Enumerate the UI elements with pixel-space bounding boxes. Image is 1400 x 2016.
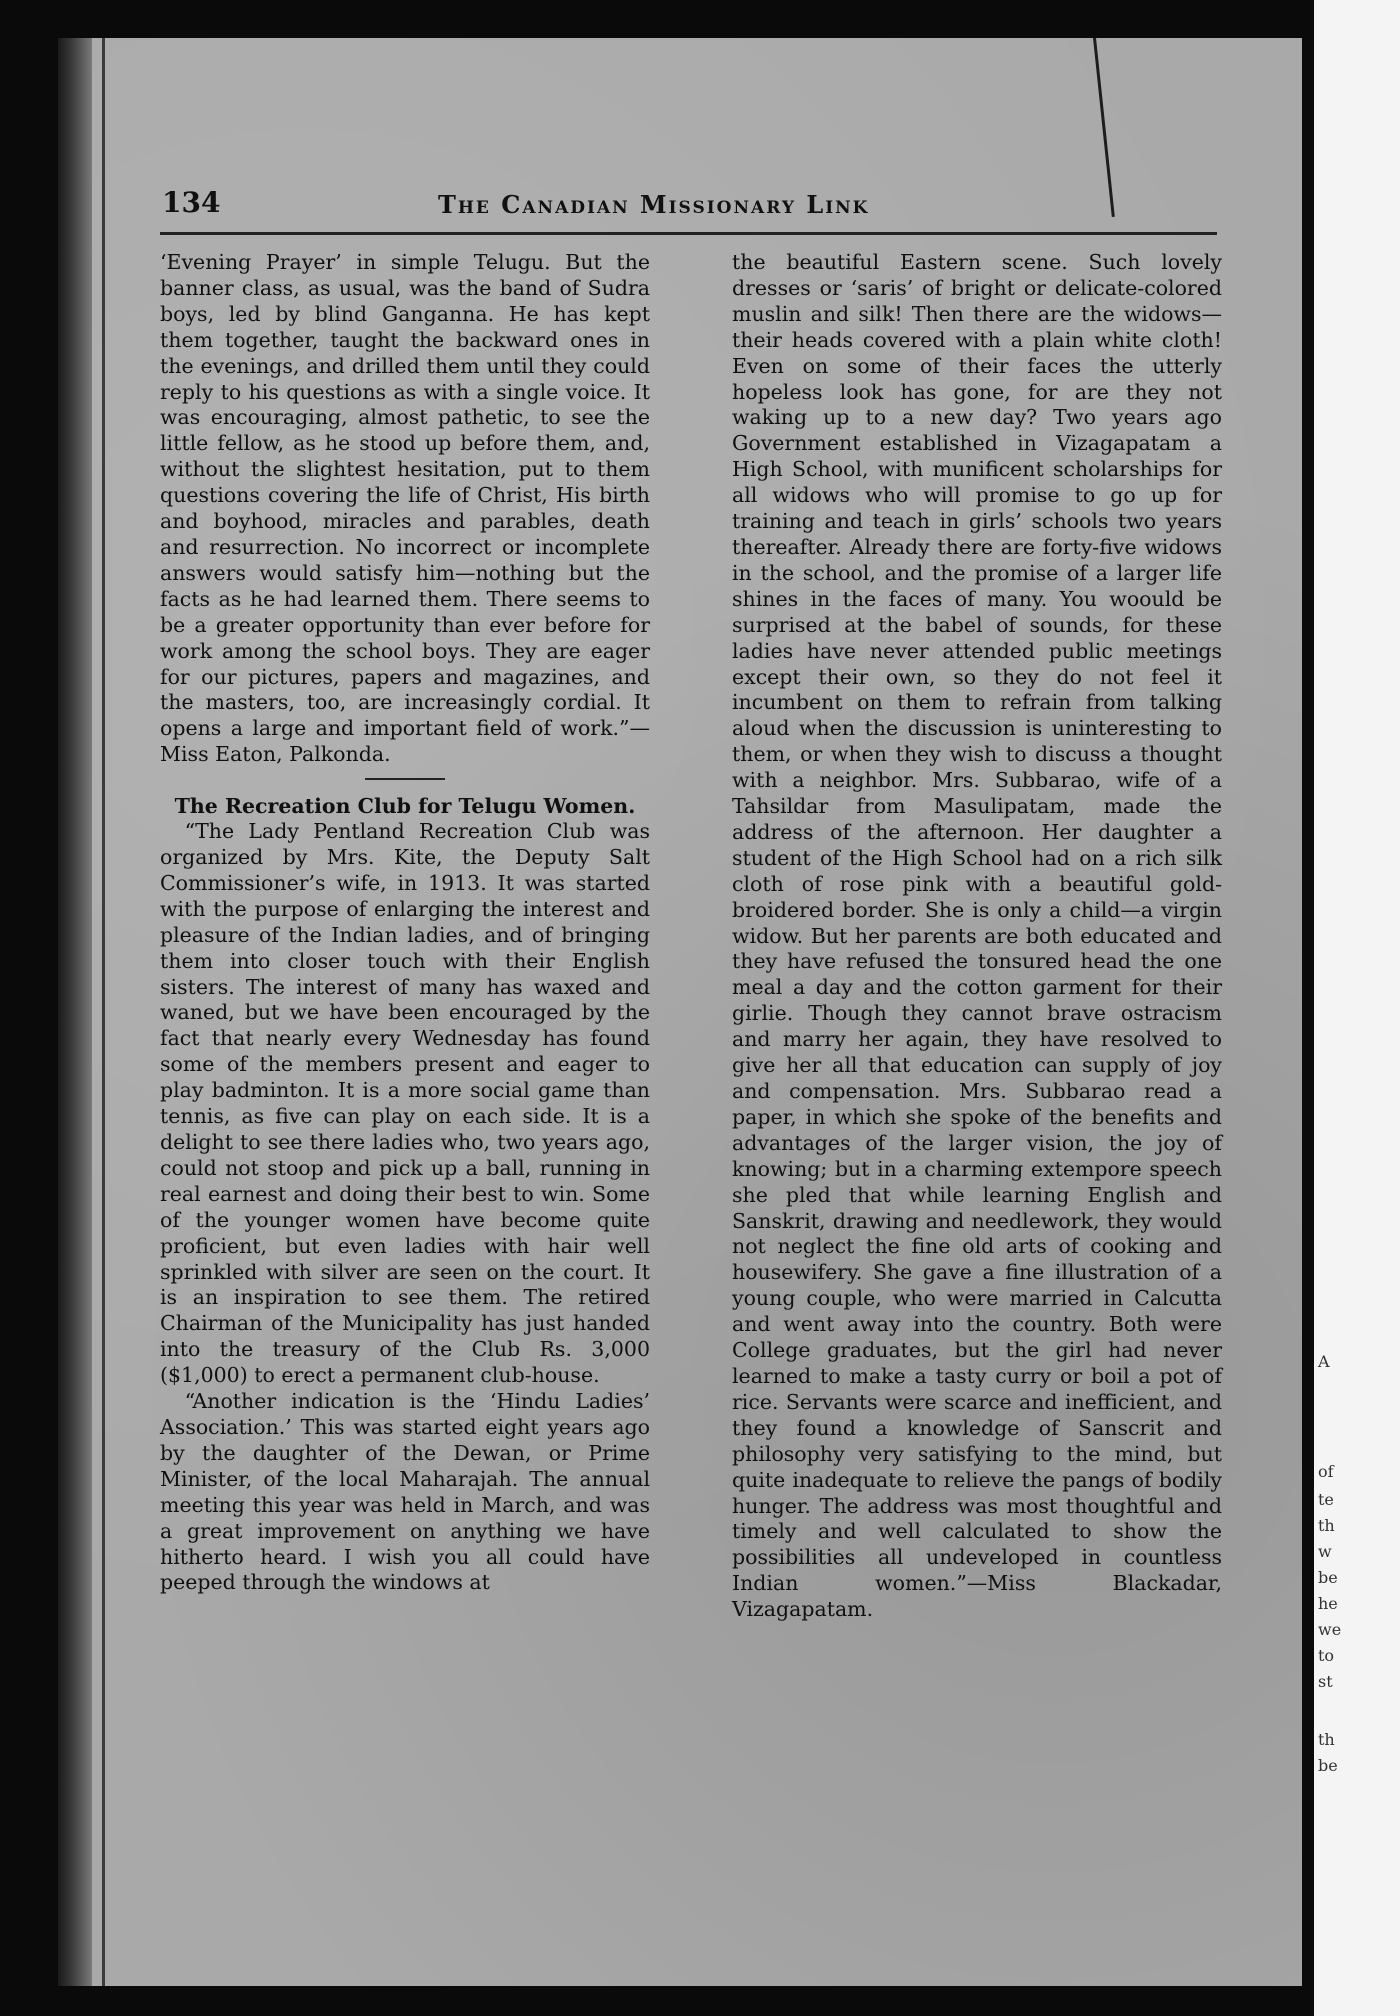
header-rule	[160, 232, 1217, 235]
adjacent-page-text: A	[1318, 1352, 1330, 1371]
adjacent-page-text: st	[1318, 1672, 1333, 1691]
page-number: 134	[162, 186, 221, 219]
page-edge	[1302, 38, 1314, 1986]
left-paragraph-3: “Another indication is the ‘Hindu Ladies’ Association.’ This was started eight years ago by the daughter of the Dewan, or Prime Minister, of the local Maharajah. The annual meeting this year was held in March, and was a great improvement on anything we have hitherto heard. I wish you all could have peeped through the windows at	[160, 1389, 650, 1595]
adjacent-page-text: th	[1318, 1730, 1335, 1749]
adjacent-page-text: th	[1318, 1516, 1335, 1535]
adjacent-page-text: te	[1318, 1490, 1334, 1509]
page-header	[162, 146, 1217, 219]
binding-line	[102, 38, 105, 1986]
section-heading: The Recreation Club for Telugu Women.	[174, 794, 636, 819]
left-paragraph-1: ‘Evening Prayer’ in simple Telugu. But the banner class, as usual, was the band of Sudra boys, led by blind Ganganna. He has kept them together, taught the backward ones in the evenings, and drilled them until they could reply to his questions as with a single voice. It was encouraging, almost pathetic, to see the little fellow, as he stood up before them, and, without the slightest hesitation, put to them questions covering the life of Christ, His birth and boyhood, miracles and parables, death and resurrection. No incorrect or incomplete answers would satisfy him—nothing but the facts as he had learned them. There seems to be a greater opportunity than ever before for work among the school boys. They are eager for our pictures, papers and magazines, and the masters, too, are increasingly cordial. It opens a large and important field of work.”—Miss Eaton, Palkonda.	[160, 250, 650, 767]
adjacent-page-text: we	[1318, 1620, 1342, 1639]
right-paragraph-1: the beautiful Eastern scene. Such lovely dresses or ‘saris’ of bright or delicate-colored muslin and silk! Then there are the widows—their heads covered with a plain white cloth! Even on some of their faces the utterly hopeless look has gone, for are they not waking up to a new day? Two years ago Government established in Vizagapatam a High School, with munificent scholarships for all widows who will promise to go up for training and teach in girls’ schools two years thereafter. Already there are forty-five widows in the school, and the promise of a larger life shines in the faces of many. You woould be surprised at the babel of sounds, for these ladies have never attended public meetings except their own, so they do not feel it incumbent on them to refrain from talking aloud when the discussion is uninteresting to them, or when they wish to discuss a thought with a neighbor. Mrs. Subbarao, wife of a Tahsildar from Masulipatam, made the address of the afternoon. Her daughter a student of the High School had on a rich silk cloth of rose pink with a beautiful gold-broidered border. She is only a child—a virgin widow. But her parents are both educated and they have refused the tonsured head the one meal a day and the cotton garment for their girlie. Though they cannot brave ostracism and marry her again, they have resolved to give her all that education can supply of joy and compensation. Mrs. Subbarao read a paper, in which she spoke of the benefits and advantages of the larger vision, the joy of knowing; but in a charming extempore speech she pled that while learning English and Sanskrit, drawing and needlework, they would not neglect the fine old arts of cooking and housewifery. She gave a fine illustration of a young couple, who were married in Calcutta and went away into the country. Both were College graduates, but the girl had never learned to make a tasty curry or boil a pot of rice. Servants were scarce and inefficient, and they found a knowledge of Sanscrit and philosophy very satisfying to the mind, but quite inadequate to relieve the pangs of bodily hunger. The address was most thoughtful and timely and well calculated to show the possibilities all undeveloped in countless Indian women.”—Miss Blackadar, Vizagapatam.	[732, 250, 1222, 1622]
adjacent-page-text: w	[1318, 1542, 1332, 1561]
adjacent-page-text: to	[1318, 1646, 1335, 1665]
left-column	[160, 250, 650, 1596]
right-column	[732, 250, 1222, 1623]
book-binding	[58, 38, 92, 1986]
adjacent-page-text: of	[1318, 1462, 1334, 1481]
section-divider	[365, 778, 445, 780]
running-title: The Canadian Missionary Link	[438, 190, 870, 219]
adjacent-page-text: he	[1318, 1594, 1338, 1613]
adjacent-page	[1314, 0, 1400, 2016]
adjacent-page-text: be	[1318, 1756, 1338, 1775]
left-paragraph-2: “The Lady Pentland Recreation Club was organized by Mrs. Kite, the Deputy Salt Commissioner’s wife, in 1913. It was started with the purpose of enlarging the interest and pleasure of the Indian ladies, and of bringing them into closer touch with their English sisters. The interest of many has waxed and waned, but we have been encouraged by the fact that nearly every Wednesday has found some of the members present and eager to play badminton. It is a more social game than tennis, as five can play on each side. It is a delight to see there ladies who, two years ago, could not stoop and pick up a ball, running in real earnest and doing their best to win. Some of the younger women have become quite proficient, but even ladies with hair well sprinkled with silver are seen on the court. It is an inspiration to see them. The retired Chairman of the Municipality has just handed into the treasury of the Club Rs. 3,000 ($1,000) to erect a permanent club-house.	[160, 819, 650, 1388]
adjacent-page-text: be	[1318, 1568, 1338, 1587]
